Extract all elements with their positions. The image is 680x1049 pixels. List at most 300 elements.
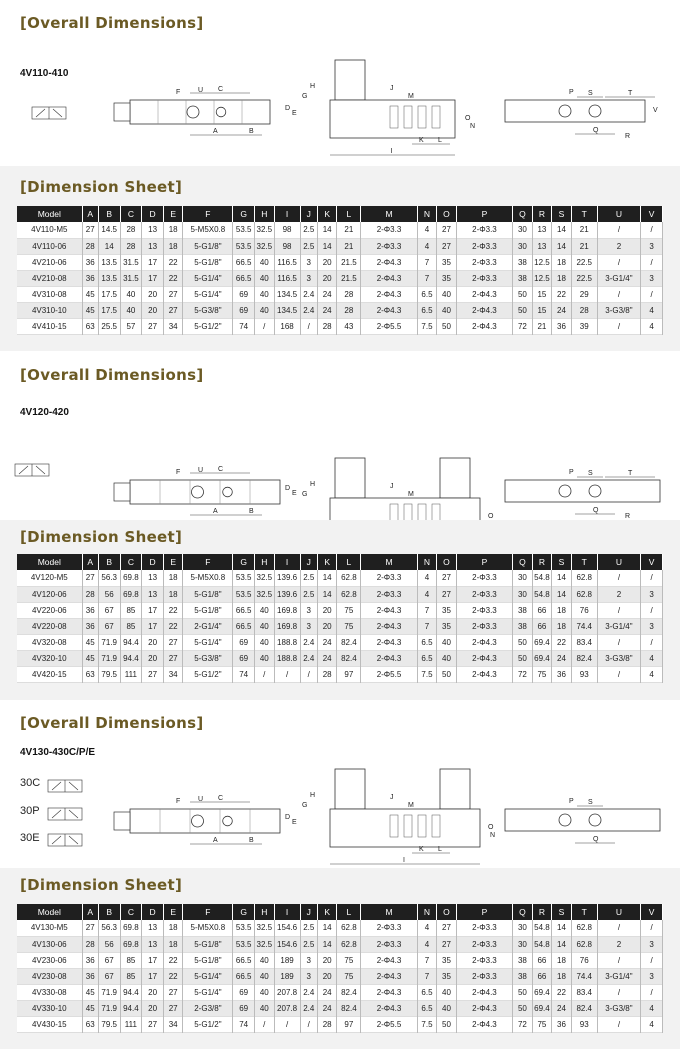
table-cell: 7 [417, 618, 437, 634]
table-cell: 38 [513, 968, 533, 984]
overall-dimensions-section-1 [0, 0, 680, 162]
table-cell: 98 [274, 222, 300, 238]
table-cell: 22 [552, 984, 572, 1000]
dimension-label: A [213, 128, 218, 135]
table-cell: 2.4 [300, 302, 317, 318]
table-cell: 32.5 [255, 222, 275, 238]
table-cell: 2-Φ4.3 [456, 984, 512, 1000]
table-cell: 62.8 [571, 936, 597, 952]
dimension-label: G [302, 93, 308, 100]
table-cell: 67 [98, 968, 120, 984]
table-cell: 69 [233, 634, 255, 650]
table-cell: 4 [417, 586, 437, 602]
table-cell: 3-G3/8" [597, 302, 640, 318]
table-cell: 20 [142, 650, 164, 666]
table-cell: 2.5 [300, 936, 317, 952]
column-header: L [337, 206, 361, 222]
table-cell: 2-Φ4.3 [361, 602, 417, 618]
table-row [17, 936, 663, 952]
table-cell: 2.5 [300, 570, 317, 586]
table-cell: 28 [120, 238, 142, 254]
table-cell: 74.4 [571, 618, 597, 634]
column-header: T [571, 206, 597, 222]
table-cell: 69 [233, 1000, 255, 1016]
table-cell: 27 [163, 650, 183, 666]
table-cell: 20 [317, 270, 337, 286]
table-cell: 111 [120, 666, 142, 682]
table-cell: 5-G1/8" [183, 602, 233, 618]
table-cell: 22 [552, 634, 572, 650]
column-header: Model [17, 554, 82, 570]
table-cell: 2-Φ3.3 [456, 586, 512, 602]
table-cell: 72 [513, 318, 533, 334]
table-cell: 2-Φ3.3 [361, 936, 417, 952]
table-cell: 69.8 [120, 920, 142, 936]
dimension-label: H [310, 792, 316, 799]
table-cell: 2-Φ3.3 [456, 602, 512, 618]
coil-end [114, 103, 130, 121]
table-cell: 5-G1/8" [183, 936, 233, 952]
table-cell: 13 [142, 936, 164, 952]
variant-label: 30C [20, 777, 41, 789]
table-row [17, 222, 663, 238]
table-cell: 14 [98, 238, 120, 254]
dimension-sheet-section-1 [0, 166, 680, 351]
solenoid-coil [440, 458, 470, 498]
dimension-label: Q [593, 507, 599, 514]
column-header: M [361, 554, 417, 570]
dimension-label: L [438, 137, 442, 144]
table-cell: / [274, 666, 300, 682]
table-cell: 40 [255, 302, 275, 318]
table-cell: 5-G1/4" [183, 270, 233, 286]
dimension-label: M [408, 93, 414, 100]
table-cell: 207.8 [274, 1000, 300, 1016]
table-cell: 24 [317, 286, 337, 302]
column-header: R [532, 206, 552, 222]
table-cell: 14 [552, 586, 572, 602]
table-header-row [17, 904, 663, 920]
dimension-sheet-section-2 [0, 520, 680, 700]
table-cell: 17 [142, 968, 164, 984]
table-cell: 2-Φ4.3 [361, 254, 417, 270]
table-cell: 30 [513, 222, 533, 238]
column-header: G [233, 554, 255, 570]
table-cell: 30 [513, 570, 533, 586]
table-cell: 27 [163, 286, 183, 302]
table-cell: 2-Φ4.3 [456, 318, 512, 334]
table-cell: 21 [337, 238, 361, 254]
table-cell: 36 [82, 254, 98, 270]
table-cell: 40 [437, 1000, 457, 1016]
column-header: I [274, 554, 300, 570]
table-cell: 32.5 [255, 238, 275, 254]
column-header: U [597, 904, 640, 920]
table-cell: / [641, 222, 663, 238]
table-cell: 34 [163, 318, 183, 334]
table-cell: 5-G1/4" [183, 634, 233, 650]
table-cell: 69.8 [120, 570, 142, 586]
table-cell: 38 [513, 602, 533, 618]
column-header: O [437, 904, 457, 920]
table-cell: 71.9 [98, 1000, 120, 1016]
table-cell: 21 [532, 318, 552, 334]
column-header: R [532, 554, 552, 570]
table-cell: 3 [300, 968, 317, 984]
column-header: C [120, 206, 142, 222]
table-cell: 14 [552, 936, 572, 952]
table-cell: 38 [513, 254, 533, 270]
valve-end-body [505, 100, 645, 122]
table-cell: 31.5 [120, 270, 142, 286]
table-row [17, 602, 663, 618]
table-cell: 40 [255, 602, 275, 618]
dimension-label: T [628, 90, 633, 97]
table-cell: 24 [317, 634, 337, 650]
table-cell: 2.5 [300, 222, 317, 238]
table-cell: / [641, 634, 663, 650]
table-cell: 21.5 [337, 270, 361, 286]
table-cell: 14 [317, 936, 337, 952]
section-title: [Dimension Sheet] [20, 528, 183, 546]
dimension-label: A [213, 508, 218, 515]
table-cell: 4V420-15 [17, 666, 82, 682]
column-header: B [98, 904, 120, 920]
table-cell: 69 [233, 286, 255, 302]
table-cell: 36 [82, 602, 98, 618]
table-cell: 30 [513, 238, 533, 254]
table-cell: / [255, 1016, 275, 1032]
table-cell: 20 [142, 1000, 164, 1016]
column-header: G [233, 206, 255, 222]
table-cell: 34 [163, 666, 183, 682]
table-cell: 38 [513, 618, 533, 634]
table-cell: 20 [317, 602, 337, 618]
column-header: C [120, 554, 142, 570]
dimension-label: D [285, 485, 291, 492]
column-header: K [317, 206, 337, 222]
table-cell: 5-G1/4" [183, 984, 233, 1000]
table-cell: 21 [337, 222, 361, 238]
table-cell: 45 [82, 634, 98, 650]
table-cell: 72 [513, 666, 533, 682]
variant-label: 30E [20, 832, 40, 844]
table-cell: 3-G1/4" [597, 618, 640, 634]
table-cell: 24 [317, 302, 337, 318]
section-title: [Dimension Sheet] [20, 876, 183, 894]
table-cell: 3 [300, 254, 317, 270]
table-cell: 94.4 [120, 634, 142, 650]
table-cell: 4V230-06 [17, 952, 82, 968]
dimension-label: S [588, 799, 593, 806]
dimension-label: I [390, 148, 393, 155]
table-cell: 28 [82, 936, 98, 952]
table-row [17, 586, 663, 602]
table-cell: 45 [82, 302, 98, 318]
table-cell: 18 [552, 618, 572, 634]
table-cell: 5-M5X0.8 [183, 222, 233, 238]
table-cell: 6.5 [417, 302, 437, 318]
column-header: U [597, 554, 640, 570]
section-title: [Overall Dimensions] [20, 714, 204, 732]
table-cell: 34 [163, 1016, 183, 1032]
table-cell: 22 [163, 270, 183, 286]
dimension-label: R [625, 513, 631, 520]
table-cell: 3 [641, 270, 663, 286]
table-cell: 40 [120, 302, 142, 318]
dimension-label: R [625, 133, 631, 140]
table-cell: 82.4 [571, 650, 597, 666]
table-row [17, 238, 663, 254]
table-cell: 18 [163, 936, 183, 952]
table-cell: 3 [300, 270, 317, 286]
table-cell: 66.5 [233, 254, 255, 270]
column-header: Q [513, 554, 533, 570]
table-cell: 2-Φ3.3 [456, 254, 512, 270]
table-cell: 2 [597, 936, 640, 952]
table-cell: 27 [437, 238, 457, 254]
table-cell: 85 [120, 968, 142, 984]
table-cell: 24 [317, 984, 337, 1000]
valve-diagrams [0, 420, 680, 520]
table-cell: 53.5 [233, 238, 255, 254]
column-header: M [361, 206, 417, 222]
table-cell: 17.5 [98, 302, 120, 318]
table-cell: 2-Φ3.3 [456, 570, 512, 586]
table-cell: 56.3 [98, 920, 120, 936]
dimension-label: O [488, 824, 494, 831]
table-cell: 13 [142, 920, 164, 936]
table-row [17, 302, 663, 318]
table-cell: 66.5 [233, 618, 255, 634]
table-cell: / [597, 570, 640, 586]
table-cell: 72 [513, 1016, 533, 1032]
column-header: T [571, 904, 597, 920]
table-cell: 22.5 [571, 270, 597, 286]
table-cell: 20 [142, 302, 164, 318]
dimension-label: G [302, 491, 308, 498]
table-cell: 20 [317, 254, 337, 270]
dimension-label: V [653, 107, 658, 114]
valve-diagrams [0, 754, 680, 864]
column-header: Model [17, 904, 82, 920]
table-cell: 2.4 [300, 634, 317, 650]
table-cell: 5-G1/2" [183, 666, 233, 682]
table-cell: 2-Φ3.3 [361, 238, 417, 254]
table-cell: 5-G3/8" [183, 650, 233, 666]
table-cell: 62.8 [337, 920, 361, 936]
dimension-label: H [310, 481, 316, 488]
table-cell: 21 [571, 222, 597, 238]
table-cell: 40 [255, 270, 275, 286]
table-cell: 71.9 [98, 634, 120, 650]
table-cell: 4V110-M5 [17, 222, 82, 238]
table-cell: 24 [552, 650, 572, 666]
table-cell: / [597, 666, 640, 682]
table-cell: 35 [437, 270, 457, 286]
table-cell: 53.5 [233, 920, 255, 936]
table-cell: 45 [82, 984, 98, 1000]
table-cell: 14 [317, 238, 337, 254]
solenoid-coil [440, 769, 470, 809]
table-cell: 2-Φ3.3 [456, 270, 512, 286]
table-cell: 18 [552, 602, 572, 618]
column-header: F [183, 206, 233, 222]
table-cell: / [274, 1016, 300, 1032]
table-cell: 93 [571, 666, 597, 682]
table-cell: 36 [552, 318, 572, 334]
table-cell: 35 [437, 968, 457, 984]
table-cell: / [300, 318, 317, 334]
table-cell: 3 [641, 238, 663, 254]
table-cell: 40 [437, 302, 457, 318]
table-cell: 79.5 [98, 666, 120, 682]
table-cell: 2-Φ4.3 [361, 270, 417, 286]
table-row [17, 984, 663, 1000]
column-header: H [255, 206, 275, 222]
table-cell: 4V110-06 [17, 238, 82, 254]
table-cell: 4V410-15 [17, 318, 82, 334]
table-cell: 2-Φ5.5 [361, 318, 417, 334]
table-cell: 4V120-06 [17, 586, 82, 602]
table-cell: 62.8 [337, 586, 361, 602]
table-cell: 2-Φ4.3 [361, 650, 417, 666]
table-cell: 20 [142, 984, 164, 1000]
table-header-row [17, 206, 663, 222]
table-cell: 2-Φ3.3 [361, 222, 417, 238]
column-header: V [641, 554, 663, 570]
table-cell: / [255, 318, 275, 334]
table-cell: 22.5 [571, 254, 597, 270]
table-cell: 4V330-08 [17, 984, 82, 1000]
valve-body [130, 809, 280, 833]
table-cell: 40 [255, 984, 275, 1000]
table-row [17, 920, 663, 936]
dimension-label: C [218, 466, 224, 473]
table-cell: 74 [233, 666, 255, 682]
table-cell: 3 [300, 952, 317, 968]
column-header: R [532, 904, 552, 920]
table-cell: 2-Φ4.3 [361, 618, 417, 634]
table-cell: 66.5 [233, 602, 255, 618]
table-cell: 14 [317, 570, 337, 586]
table-cell: 27 [142, 1016, 164, 1032]
table-cell: / [641, 254, 663, 270]
table-cell: 4 [417, 920, 437, 936]
series-name: 4V110-410 [20, 68, 69, 79]
table-cell: 28 [571, 302, 597, 318]
table-cell: 14 [552, 920, 572, 936]
table-cell: 94.4 [120, 984, 142, 1000]
table-cell: 2-Φ4.3 [361, 984, 417, 1000]
column-header: Model [17, 206, 82, 222]
table-cell: 189 [274, 952, 300, 968]
table-cell: 27 [437, 936, 457, 952]
table-cell: 2.4 [300, 286, 317, 302]
dimension-label: S [588, 470, 593, 477]
column-header: L [337, 554, 361, 570]
table-cell: 7 [417, 254, 437, 270]
table-cell: 4 [641, 650, 663, 666]
table-row [17, 968, 663, 984]
table-cell: 40 [437, 984, 457, 1000]
table-cell: 50 [437, 1016, 457, 1032]
table-cell: 5-G1/8" [183, 952, 233, 968]
dimension-label: U [198, 467, 204, 474]
dimension-label: M [408, 491, 414, 498]
table-cell: 67 [98, 618, 120, 634]
table-cell: 2.4 [300, 1000, 317, 1016]
table-cell: 2-Φ3.3 [361, 586, 417, 602]
dimension-label: G [302, 802, 308, 809]
table-cell: 2 [597, 238, 640, 254]
table-cell: 18 [163, 222, 183, 238]
table-cell: 69.4 [532, 984, 552, 1000]
table-cell: 169.8 [274, 602, 300, 618]
table-cell: 38 [513, 270, 533, 286]
table-cell: 207.8 [274, 984, 300, 1000]
dimension-label: B [249, 508, 254, 515]
dimension-label: C [218, 795, 224, 802]
column-header: K [317, 554, 337, 570]
table-cell: 40 [255, 1000, 275, 1016]
table-cell: 17 [142, 602, 164, 618]
table-cell: 27 [163, 1000, 183, 1016]
table-cell: / [597, 254, 640, 270]
valve-diagrams [0, 45, 680, 155]
table-cell: 3-G3/8" [597, 1000, 640, 1016]
table-cell: 2-Φ3.3 [456, 968, 512, 984]
table-cell: 4V220-08 [17, 618, 82, 634]
overall-dimensions-section-2 [0, 352, 680, 520]
section-title: [Overall Dimensions] [20, 14, 204, 32]
dimension-table [17, 206, 663, 335]
table-cell: 14.5 [98, 222, 120, 238]
table-cell: 5-M5X0.8 [183, 920, 233, 936]
table-cell: / [597, 286, 640, 302]
table-cell: 50 [437, 318, 457, 334]
table-cell: 66 [532, 968, 552, 984]
table-cell: 66 [532, 952, 552, 968]
table-cell: 4V210-08 [17, 270, 82, 286]
table-cell: 2-G3/8" [183, 1000, 233, 1016]
valve-end-body [505, 480, 660, 502]
table-cell: 14 [552, 222, 572, 238]
column-header: D [142, 554, 164, 570]
table-cell: 54.8 [532, 920, 552, 936]
table-cell: 94.4 [120, 650, 142, 666]
table-cell: 13 [142, 222, 164, 238]
table-cell: 20 [317, 952, 337, 968]
table-cell: 4V130-06 [17, 936, 82, 952]
table-cell: / [597, 222, 640, 238]
table-cell: 27 [142, 318, 164, 334]
table-row [17, 254, 663, 270]
table-cell: 98 [274, 238, 300, 254]
column-header: S [552, 904, 572, 920]
table-cell: 97 [337, 1016, 361, 1032]
table-cell: 69.4 [532, 1000, 552, 1016]
table-cell: 15 [532, 302, 552, 318]
table-cell: 20 [142, 634, 164, 650]
table-cell: 2.5 [300, 586, 317, 602]
column-header: K [317, 904, 337, 920]
column-header: F [183, 554, 233, 570]
table-cell: 188.8 [274, 650, 300, 666]
series-name: 4V120-420 [20, 407, 69, 418]
table-cell: 2-Φ3.3 [456, 936, 512, 952]
table-cell: 94.4 [120, 1000, 142, 1016]
